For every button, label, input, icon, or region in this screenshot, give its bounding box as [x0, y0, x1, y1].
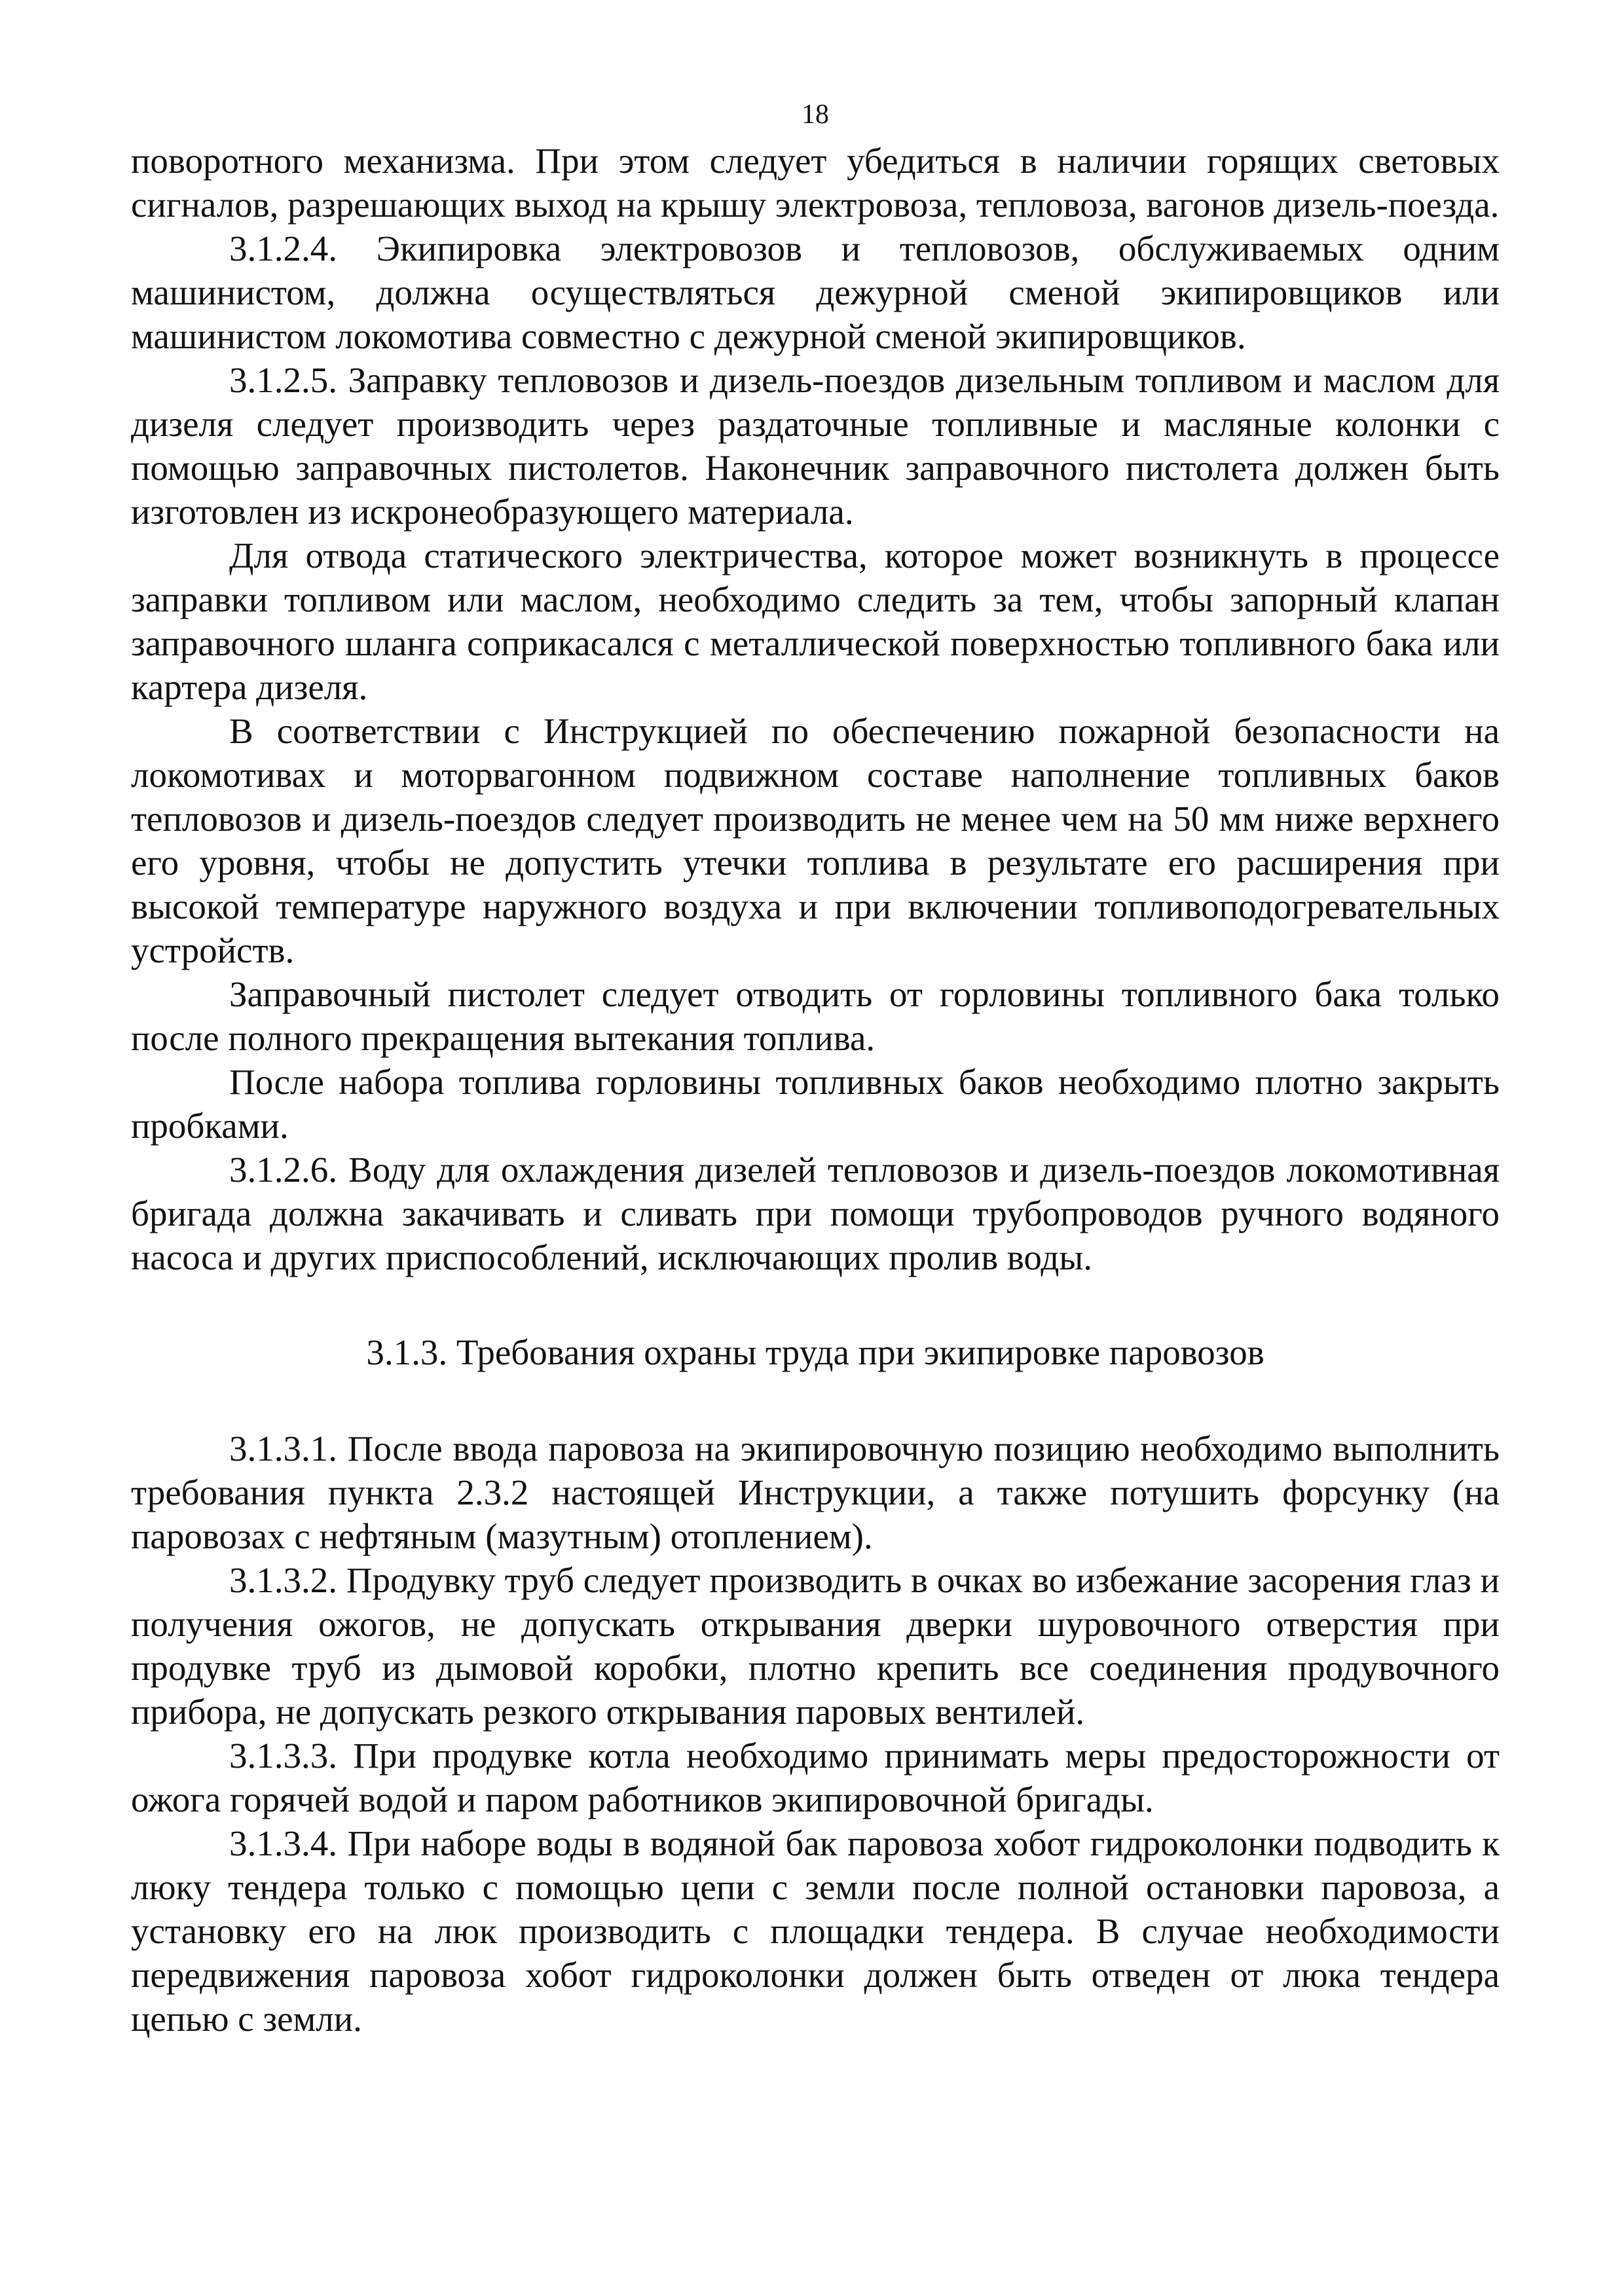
- paragraph-3-1-2-6: 3.1.2.6. Воду для охлаждения дизелей тепловозов и дизель-поездов локомотивная бригада должна закачивать и сливать при помощи трубопроводов ручного водяного насоса и других приспособлений, исключающих пролив воды.: [131, 1150, 1500, 1277]
- page-number: 18: [802, 100, 829, 130]
- paragraph-fuel-pistol: Заправочный пистолет следует отводить от горловины топливного бака только после полного прекращения вытекания топлива.: [131, 974, 1500, 1058]
- paragraph-continuation: поворотного механизма. При этом следует убедиться в наличии горящих световых сигналов, разрешающих выход на крышу электровоза, тепловоза, вагонов дизель-поезда.: [131, 141, 1500, 225]
- document-page: [131, 98, 1500, 2041]
- paragraph-3-1-2-5: 3.1.2.5. Заправку тепловозов и дизель-поездов дизельным топливом и маслом для дизеля следует производить через раздаточные топливные и масляные колонки с помощью заправочных пистолетов. Наконечник заправочного пистолета должен быть изготовлен из искронеобразующего материала.: [131, 360, 1500, 532]
- paragraph-3-1-2-4: 3.1.2.4. Экипировка электровозов и тепловозов, обслуживаемых одним машинистом, должна осуществляться дежурной сменой экипировщиков или машинистом локомотива совместно с дежурной сменой экипировщиков.: [131, 228, 1500, 356]
- paragraph-3-1-3-3: 3.1.3.3. При продувке котла необходимо принимать меры предосторожности от ожога горячей водой и паром работников экипировочной бригады.: [131, 1736, 1500, 1819]
- paragraph-static-electricity: Для отвода статического электричества, которое может возникнуть в процессе заправки топливом или маслом, необходимо следить за тем, чтобы запорный клапан заправочного шланга соприкасался с металлической поверхностью топливного бака или картера дизеля.: [131, 536, 1500, 707]
- paragraph-3-1-3-4: 3.1.3.4. При наборе воды в водяной бак паровоза хобот гидроколонки подводить к люку тендера только с помощью цепи с земли после полной остановки паровоза, а установку его на люк производить с площадки тендера. В случае необходимости передвижения паровоза хобот гидроколонки должен быть отведен от люка тендера цепью с земли.: [131, 1823, 1500, 2039]
- paragraph-3-1-3-2: 3.1.3.2. Продувку труб следует производить в очках во избежание засорения глаз и получения ожогов, не допускать открывания дверки шуровочного отверстия при продувке труб из дымовой коробки, плотно крепить все соединения продувочного прибора, не допускать резкого открывания паровых вентилей.: [131, 1560, 1500, 1732]
- section-heading-3-1-3: 3.1.3. Требования охраны труда при экипировке паровозов: [366, 1332, 1264, 1372]
- paragraph-tank-caps: После набора топлива горловины топливных баков необходимо плотно закрыть пробками.: [131, 1062, 1500, 1146]
- paragraph-fire-safety-instruction: В соответствии с Инструкцией по обеспечению пожарной безопасности на локомотивах и моторвагонном подвижном составе наполнение топливных баков тепловозов и дизель-поездов следует производить не менее чем на 50 мм ниже верхнего его уровня, чтобы не допустить утечки топлива в результате его расширения при высокой температуре наружного воздуха и при включении топливоподогревательных устройств.: [131, 711, 1500, 970]
- paragraph-3-1-3-1: 3.1.3.1. После ввода паровоза на экипировочную позицию необходимо выполнить требования пункта 2.3.2 настоящей Инструкции, а также потушить форсунку (на паровозах с нефтяным (мазутным) отоплением).: [131, 1429, 1500, 1556]
